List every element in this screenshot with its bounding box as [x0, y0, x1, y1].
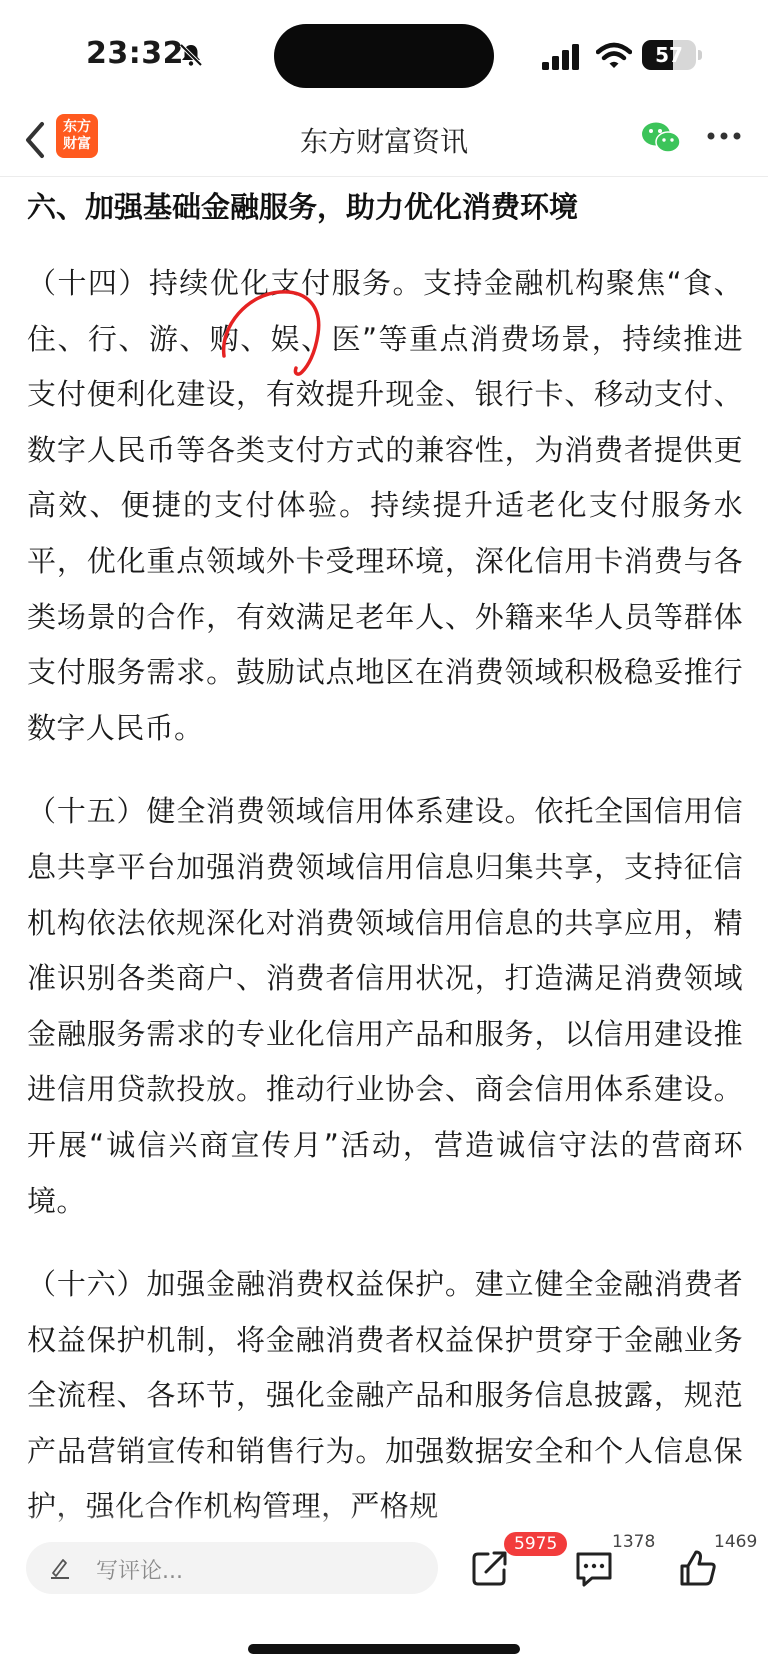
- wechat-share-icon[interactable]: [640, 120, 682, 156]
- bell-muted-icon: [178, 42, 204, 68]
- bottom-action-bar: [0, 1526, 768, 1669]
- wifi-icon: [596, 42, 632, 70]
- battery-indicator: [642, 40, 696, 70]
- home-indicator[interactable]: [248, 1644, 520, 1654]
- more-options-icon[interactable]: [706, 130, 742, 142]
- app-logo-text: 东方 财富: [63, 119, 91, 152]
- like-count: 1469: [714, 1532, 758, 1552]
- share-count-badge: 5975: [504, 1532, 567, 1556]
- section-heading: 六、加强基础金融服务，助力优化消费环境: [27, 190, 579, 224]
- battery-percent: 57: [655, 43, 683, 67]
- page-title: 东方财富资讯: [299, 125, 468, 158]
- pencil-icon: [48, 1556, 72, 1580]
- comment-input[interactable]: [26, 1542, 438, 1594]
- thumbs-up-icon[interactable]: [676, 1546, 720, 1590]
- nav-bar: [0, 104, 768, 177]
- battery-cap: [698, 50, 702, 60]
- article-paragraph-15: （十五）健全消费领域信用体系建设。依托全国信用信息共享平台加强消费领域信用信息归集共享，支持征信机构依法依规深化对消费领域信用信息的共享应用，精准识别各类商户、消费者信用状况，打造满足消费领域金融服务需求的专业化信用产品和服务，以信用建设推进信用贷款投放。推动行业协会、商会信用体系建设。开展“诚信兴商宣传月”活动，营造诚信守法的营商环境。: [27, 794, 743, 1218]
- article-body: [27, 178, 743, 1563]
- article-paragraph-14: （十四）持续优化支付服务。支持金融机构聚焦“食、住、行、游、购、娱、医”等重点消费场景，持续推进支付便利化建设，有效提升现金、银行卡、移动支付、数字人民币等各类支付方式的兼容性，为消费者提供更高效、便捷的支付体验。持续提升适老化支付服务水平，优化重点领域外卡受理环境，深化信用卡消费与各类场景的合作，有效满足老年人、外籍来华人员等群体支付服务需求。鼓励试点地区在消费领域积极稳妥推行数字人民币。: [27, 266, 743, 745]
- cellular-signal-icon: [542, 44, 582, 70]
- status-bar: [0, 0, 768, 110]
- share-icon[interactable]: [468, 1546, 512, 1590]
- comment-icon[interactable]: [572, 1546, 616, 1590]
- article-paragraph-16: （十六）加强金融消费权益保护。建立健全金融消费者权益保护机制，将金融消费者权益保护贯穿于金融业务全流程、各环节，强化金融产品和服务信息披露，规范产品营销宣传和销售行为。加强数据安全和个人信息保护，强化合作机构管理，严格规: [27, 1267, 743, 1524]
- status-time: 23:32: [86, 36, 184, 71]
- comment-placeholder: 写评论...: [96, 1559, 183, 1584]
- comment-count: 1378: [612, 1532, 656, 1552]
- dynamic-island: [274, 24, 494, 88]
